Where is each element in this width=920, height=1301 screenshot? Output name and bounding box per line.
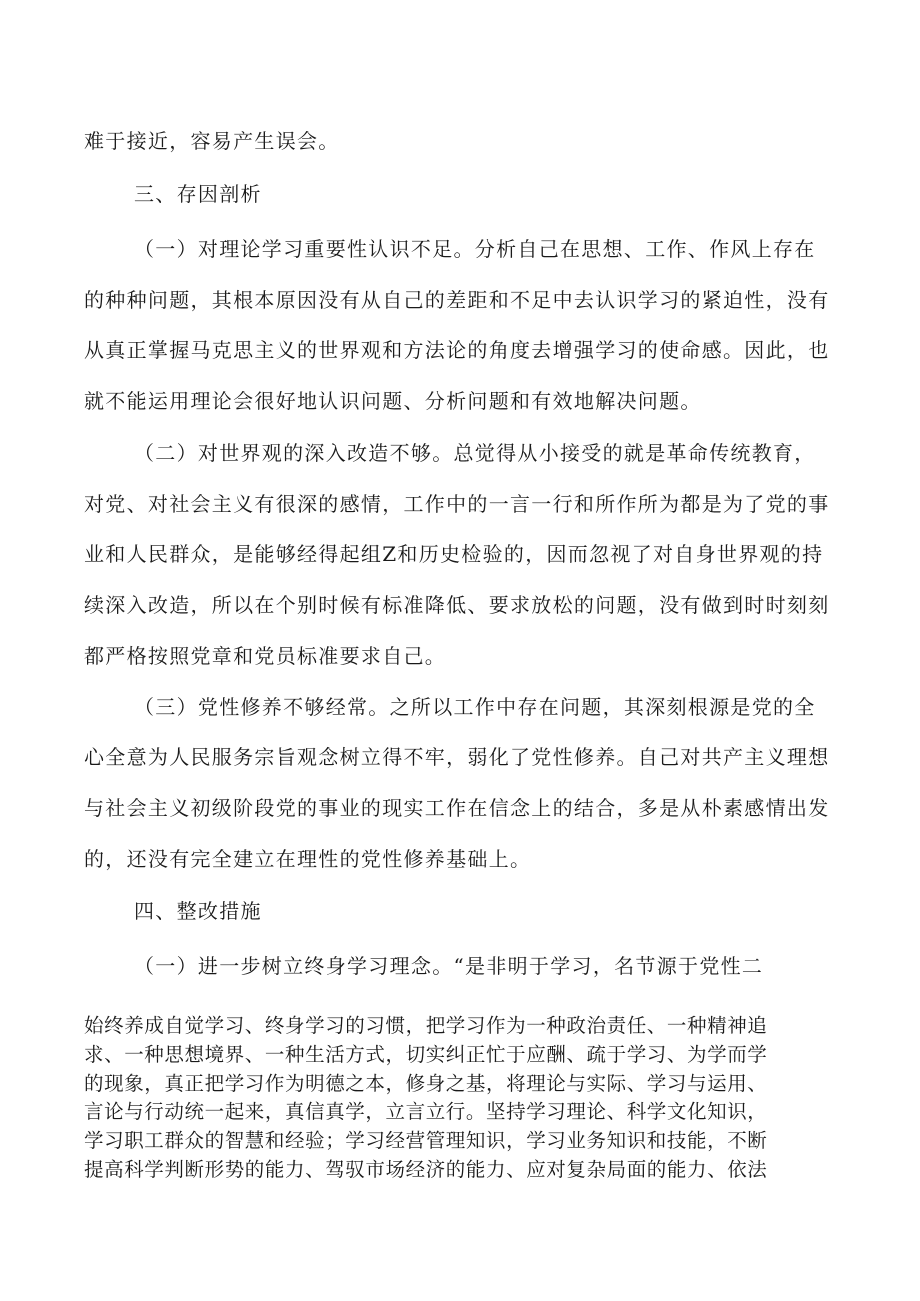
- paragraph-line: 心全意为人民服务宗旨观念树立得不牢，弱化了党性修养。自己对共产主义理想: [84, 745, 830, 769]
- section-heading: 四、整改措施: [134, 899, 262, 923]
- paragraph-line: （一）对理论学习重要性认识不足。分析自己在思想、工作、作风上存在: [134, 237, 816, 261]
- paragraph-line: 学习职工群众的智慧和经验；学习经营管理知识，学习业务知识和技能，不断: [84, 1129, 768, 1152]
- paragraph-line: （一）进一步树立终身学习理念。“是非明于学习，名节源于党性二: [134, 954, 764, 978]
- paragraph-line: 续深入改造，所以在个别时候有标准降低、要求放松的问题，没有做到时时刻刻: [84, 593, 830, 617]
- section-heading: 三、存因剖析: [134, 182, 262, 206]
- paragraph-line: 对党、对社会主义有很深的感情，工作中的一言一行和所作所为都是为了党的事: [84, 492, 830, 516]
- paragraph-line: 从真正掌握马克思主义的世界观和方法论的角度去增强学习的使命感。因此，也: [84, 338, 830, 362]
- paragraph-line: 提高科学判断形势的能力、驾驭市场经济的能力、应对复杂局面的能力、依法: [84, 1158, 768, 1181]
- paragraph-line: 业和人民群众，是能够经得起组Z和历史检验的，因而忽视了对自身世界观的持: [84, 542, 824, 566]
- paragraph-line: 始终养成自觉学习、终身学习的习惯，把学习作为一种政治责任、一种精神追: [84, 1014, 768, 1037]
- paragraph-line: 的现象，真正把学习作为明德之本，修身之基，将理论与实际、学习与运用、: [84, 1072, 768, 1095]
- paragraph-line: 的，还没有完全建立在理性的党性修养基础上。: [84, 847, 532, 871]
- paragraph-line: 难于接近，容易产生误会。: [84, 129, 340, 153]
- paragraph-line: 的种种问题，其根本原因没有从自己的差距和不足中去认识学习的紧迫性，没有: [84, 288, 830, 312]
- paragraph-line: （三）党性修养不够经常。之所以工作中存在问题，其深刻根源是党的全: [134, 695, 816, 719]
- paragraph-line: 就不能运用理论会很好地认识问题、分析问题和有效地解决问题。: [84, 389, 702, 413]
- paragraph-line: 言论与行动统一起来，真信真学，立言立行。坚持学习理论、科学文化知识，: [84, 1100, 768, 1123]
- paragraph-line: 求、一种思想境界、一种生活方式，切实纠正忙于应酬、疏于学习、为学而学: [84, 1043, 768, 1066]
- paragraph-line: 都严格按照党章和党员标准要求自己。: [84, 644, 447, 668]
- paragraph-line: 与社会主义初级阶段党的事业的现实工作在信念上的结合，多是从朴素感情出发: [84, 796, 830, 820]
- paragraph-line: （二）对世界观的深入改造不够。总觉得从小接受的就是革命传统教育，: [134, 441, 816, 465]
